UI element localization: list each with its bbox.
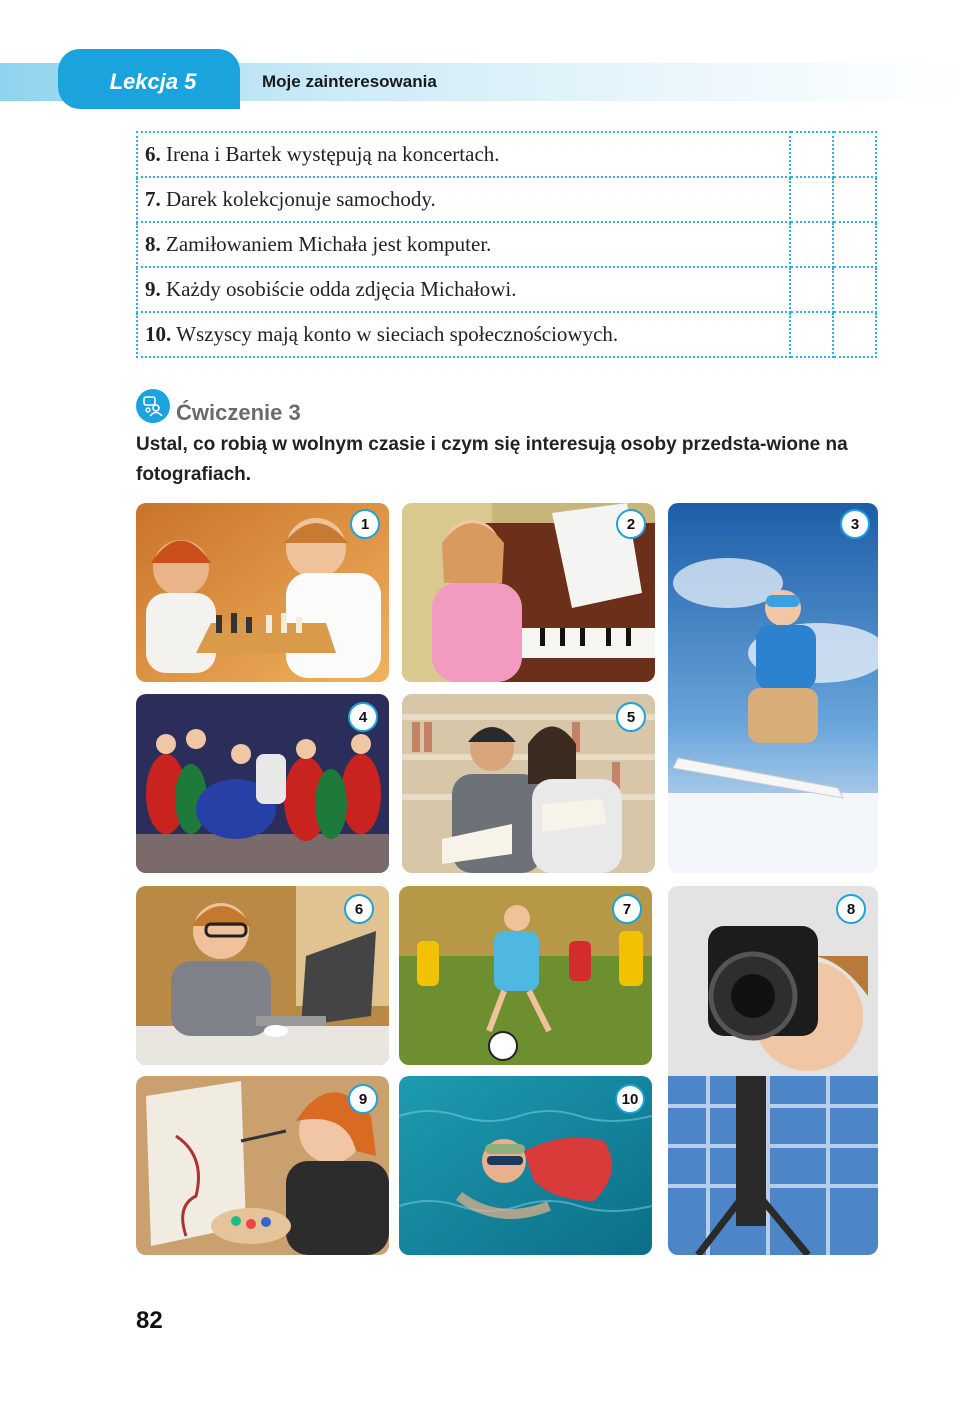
- lesson-label: Lekcja 5: [109, 69, 197, 94]
- statement-text: Każdy osobiście odda zdjęcia Michałowi.: [166, 277, 517, 301]
- photo-number-badge: 3: [840, 509, 870, 539]
- photo-number-badge: 1: [350, 509, 380, 539]
- photo-number-badge: 4: [348, 702, 378, 732]
- true-answer-box[interactable]: [790, 177, 833, 222]
- statement-number: 9.: [145, 277, 161, 301]
- exercise-title: Ćwiczenie 3: [176, 400, 301, 425]
- statement-cell: [137, 312, 790, 357]
- people-chat-glyph: [142, 395, 164, 417]
- statement-text: Zamiłowaniem Michała jest komputer.: [166, 232, 492, 256]
- statement-text: Darek kolekcjonuje samochody.: [166, 187, 436, 211]
- false-answer-box[interactable]: [833, 312, 876, 357]
- false-answer-box[interactable]: [833, 132, 876, 177]
- table-row: [137, 132, 876, 177]
- lesson-title: Moje zainteresowania: [262, 72, 437, 91]
- false-answer-box[interactable]: [833, 177, 876, 222]
- photo-number-badge: 9: [348, 1084, 378, 1114]
- true-answer-box[interactable]: [790, 267, 833, 312]
- statement-number: 8.: [145, 232, 161, 256]
- table-row: [137, 267, 876, 312]
- page-number: 82: [136, 1307, 163, 1334]
- statement-number: 6.: [145, 142, 161, 166]
- false-answer-box[interactable]: [833, 267, 876, 312]
- swimming-photo: [399, 1076, 652, 1255]
- photo-number-badge: 8: [836, 894, 866, 924]
- true-answer-box[interactable]: [790, 132, 833, 177]
- photography-photo: [668, 886, 878, 1255]
- photo-number-badge: 7: [612, 894, 642, 924]
- photo-number-badge: 2: [616, 509, 646, 539]
- exercise-instruction: Ustal, co robią w wolnym czasie i czym się interesują osoby przedsta-wione na fotografiach.: [136, 434, 848, 485]
- statement-number: 7.: [145, 187, 161, 211]
- lesson-tab: [58, 49, 240, 109]
- table-row: [137, 177, 876, 222]
- statement-cell: [137, 177, 790, 222]
- photo-number-badge: 10: [615, 1084, 645, 1114]
- statement-text: Irena i Bartek występują na koncertach.: [166, 142, 500, 166]
- true-false-table: [136, 131, 877, 358]
- true-answer-box[interactable]: [790, 222, 833, 267]
- statement-cell: [137, 132, 790, 177]
- people-chat-icon: [136, 389, 170, 423]
- table-row: [137, 222, 876, 267]
- statement-number: 10.: [145, 322, 172, 346]
- statement-cell: [137, 222, 790, 267]
- false-answer-box[interactable]: [833, 222, 876, 267]
- photo-number-badge: 5: [616, 702, 646, 732]
- table-row: [137, 312, 876, 357]
- snowboard-photo: [668, 503, 878, 873]
- true-answer-box[interactable]: [790, 312, 833, 357]
- statement-text: Wszyscy mają konto w sieciach społecznościowych.: [176, 322, 619, 346]
- statement-cell: [137, 267, 790, 312]
- photo-number-badge: 6: [344, 894, 374, 924]
